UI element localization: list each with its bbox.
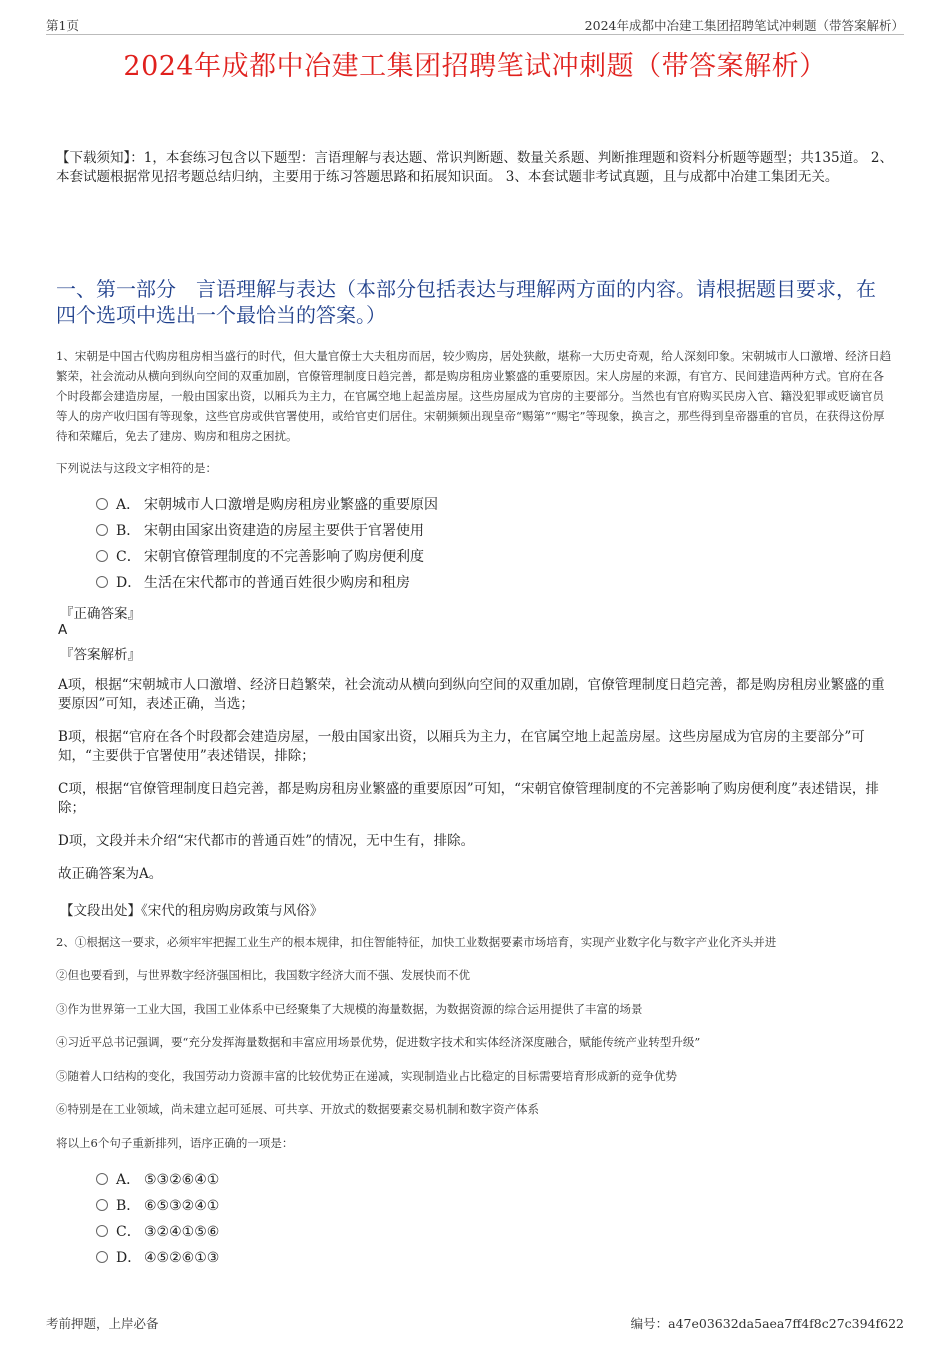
passage-source: 【文段出处】《宋代的租房购房政策与风俗》	[60, 903, 324, 919]
radio-icon[interactable]	[96, 1173, 108, 1185]
page-number: 第1页	[46, 18, 79, 33]
explanation-b: B项，根据“官府在各个时段都会建造房屋，一般由国家出资，以厢兵为主力，在官属空地上起盖房屋。这些房屋成为官房的主要部分”可知，“主要供于官署使用”表述错误，排除；	[58, 729, 865, 764]
explanation-c: C项，根据“官僚管理制度日趋完善，都是购房租房业繁盛的重要原因”可知，“宋朝官僚管理制度的不完善影响了购房便利度”表述错误，排除；	[58, 781, 879, 816]
q2-option-d[interactable]: D． ④⑤②⑥①③	[96, 1248, 219, 1268]
q2-prompt: 将以上6个句子重新排列，语序正确的一项是：	[56, 1136, 294, 1150]
q2-option-a[interactable]: A． ⑤③②⑥④①	[96, 1170, 219, 1190]
radio-icon[interactable]	[96, 550, 108, 562]
answer-label: 『正确答案』	[60, 606, 141, 622]
q1-option-b[interactable]: B． 宋朝由国家出资建造的房屋主要供于官署使用	[96, 521, 424, 541]
q2-sentence-2: ②但也要看到，与世界数字经济强国相比，我国数字经济大而不强、发展快而不优	[56, 968, 470, 982]
q2-option-b[interactable]: B． ⑥⑤③②④①	[96, 1196, 219, 1216]
q2-option-c[interactable]: C． ③②④①⑤⑥	[96, 1222, 219, 1242]
explanation-a: A项，根据“宋朝城市人口激增、经济日趋繁荣，社会流动从横向到纵向空间的双重加剧，官僚管理制度日趋完善，都是购房租房业繁盛的重要原因”可知，表述正确，当选；	[58, 677, 885, 712]
explanation-conclusion: 故正确答案为A。	[58, 866, 163, 882]
radio-icon[interactable]	[96, 1199, 108, 1211]
header-title: 2024年成都中冶建工集团招聘笔试冲刺题（带答案解析）	[584, 18, 904, 33]
radio-icon[interactable]	[96, 1225, 108, 1237]
explanation-d: D项，文段并未介绍“宋代都市的普通百姓”的情况，无中生有，排除。	[58, 833, 475, 849]
q2-sentence-5: ⑤随着人口结构的变化，我国劳动力资源丰富的比较优势正在递减，实现制造业占比稳定的目标需要培育形成新的竞争优势	[56, 1069, 677, 1083]
q2-sentence-6: ⑥特别是在工业领域，尚未建立起可延展、可共享、开放式的数据要素交易机制和数字资产体系	[56, 1102, 539, 1116]
q2-sentence-4: ④习近平总书记强调，要“充分发挥海量数据和丰富应用场景优势，促进数字技术和实体经济深度融合，赋能传统产业转型升级”	[56, 1035, 701, 1049]
download-notice: 【下载须知】：1，本套练习包含以下题型：言语理解与表达题、常识判断题、数量关系题、判断推理题和资料分析题等题型；共135道。 2、本套试题根据常见招考题总结归纳，主要用于练习答题思路和拓展知识面。 3、本套试题非考试真题，且与成都中冶建工集团无关。	[56, 150, 893, 185]
section-title: 一、第一部分 言语理解与表达（本部分包括表达与理解两方面的内容。请根据题目要求，在四个选项中选出一个最恰当的答案。）	[56, 277, 876, 327]
q1-prompt: 下列说法与这段文字相符的是：	[56, 461, 217, 475]
q2-sentence-3: ③作为世界第一工业大国，我国工业体系中已经聚集了大规模的海量数据，为数据资源的综合运用提供了丰富的场景	[56, 1002, 643, 1016]
q1-passage: 1、宋朝是中国古代购房租房相当盛行的时代，但大量官僚士大夫租房而居，较少购房，居处狭敝，堪称一大历史奇观，给人深刻印象。宋朝城市人口激增、经济日趋繁荣，社会流动从横向到纵向空间的双重加剧，官僚管理制度日趋完善，都是购房租房业繁盛的重要原因。宋人房屋的来源，有官方、民间建造两种方式。官府在各个时段都会建造房屋，一般由国家出资，以厢兵为主力，在官属空地上起盖房屋。这些房屋成为官房的主要部分。当然也有官府购买民房入官、籍没犯罪或贬谪官员等人的房产收归国有等现象，这些官房或供官署使用，或给官吏们居住。宋朝频频出现皇帝“赐第”“赐宅”等现象，换言之，那些得到皇帝器重的官员，在获得这份厚待和荣耀后，免去了建房、购房和租房之困扰。	[56, 349, 892, 443]
q1-option-d[interactable]: D． 生活在宋代都市的普通百姓很少购房和租房	[96, 573, 410, 593]
page-header	[46, 14, 904, 35]
answer-value: A	[58, 622, 68, 638]
footer-serial: 编号：a47e03632da5aea7ff4f8c27c394f622	[630, 1316, 904, 1331]
analysis-label: 『答案解析』	[60, 647, 141, 663]
radio-icon[interactable]	[96, 576, 108, 588]
q1-option-c[interactable]: C． 宋朝官僚管理制度的不完善影响了购房便利度	[96, 547, 424, 567]
q1-option-a[interactable]: A． 宋朝城市人口激增是购房租房业繁盛的重要原因	[96, 495, 438, 515]
document-title: 2024年成都中冶建工集团招聘笔试冲刺题（带答案解析）	[123, 51, 827, 82]
footer-slogan: 考前押题，上岸必备	[46, 1316, 159, 1331]
radio-icon[interactable]	[96, 1251, 108, 1263]
radio-icon[interactable]	[96, 498, 108, 510]
radio-icon[interactable]	[96, 524, 108, 536]
q2-sentence-1: 2、①根据这一要求，必须牢牢把握工业生产的根本规律，扣住智能特征，加快工业数据要素市场培育，实现产业数字化与数字产业化齐头并进	[56, 935, 777, 949]
